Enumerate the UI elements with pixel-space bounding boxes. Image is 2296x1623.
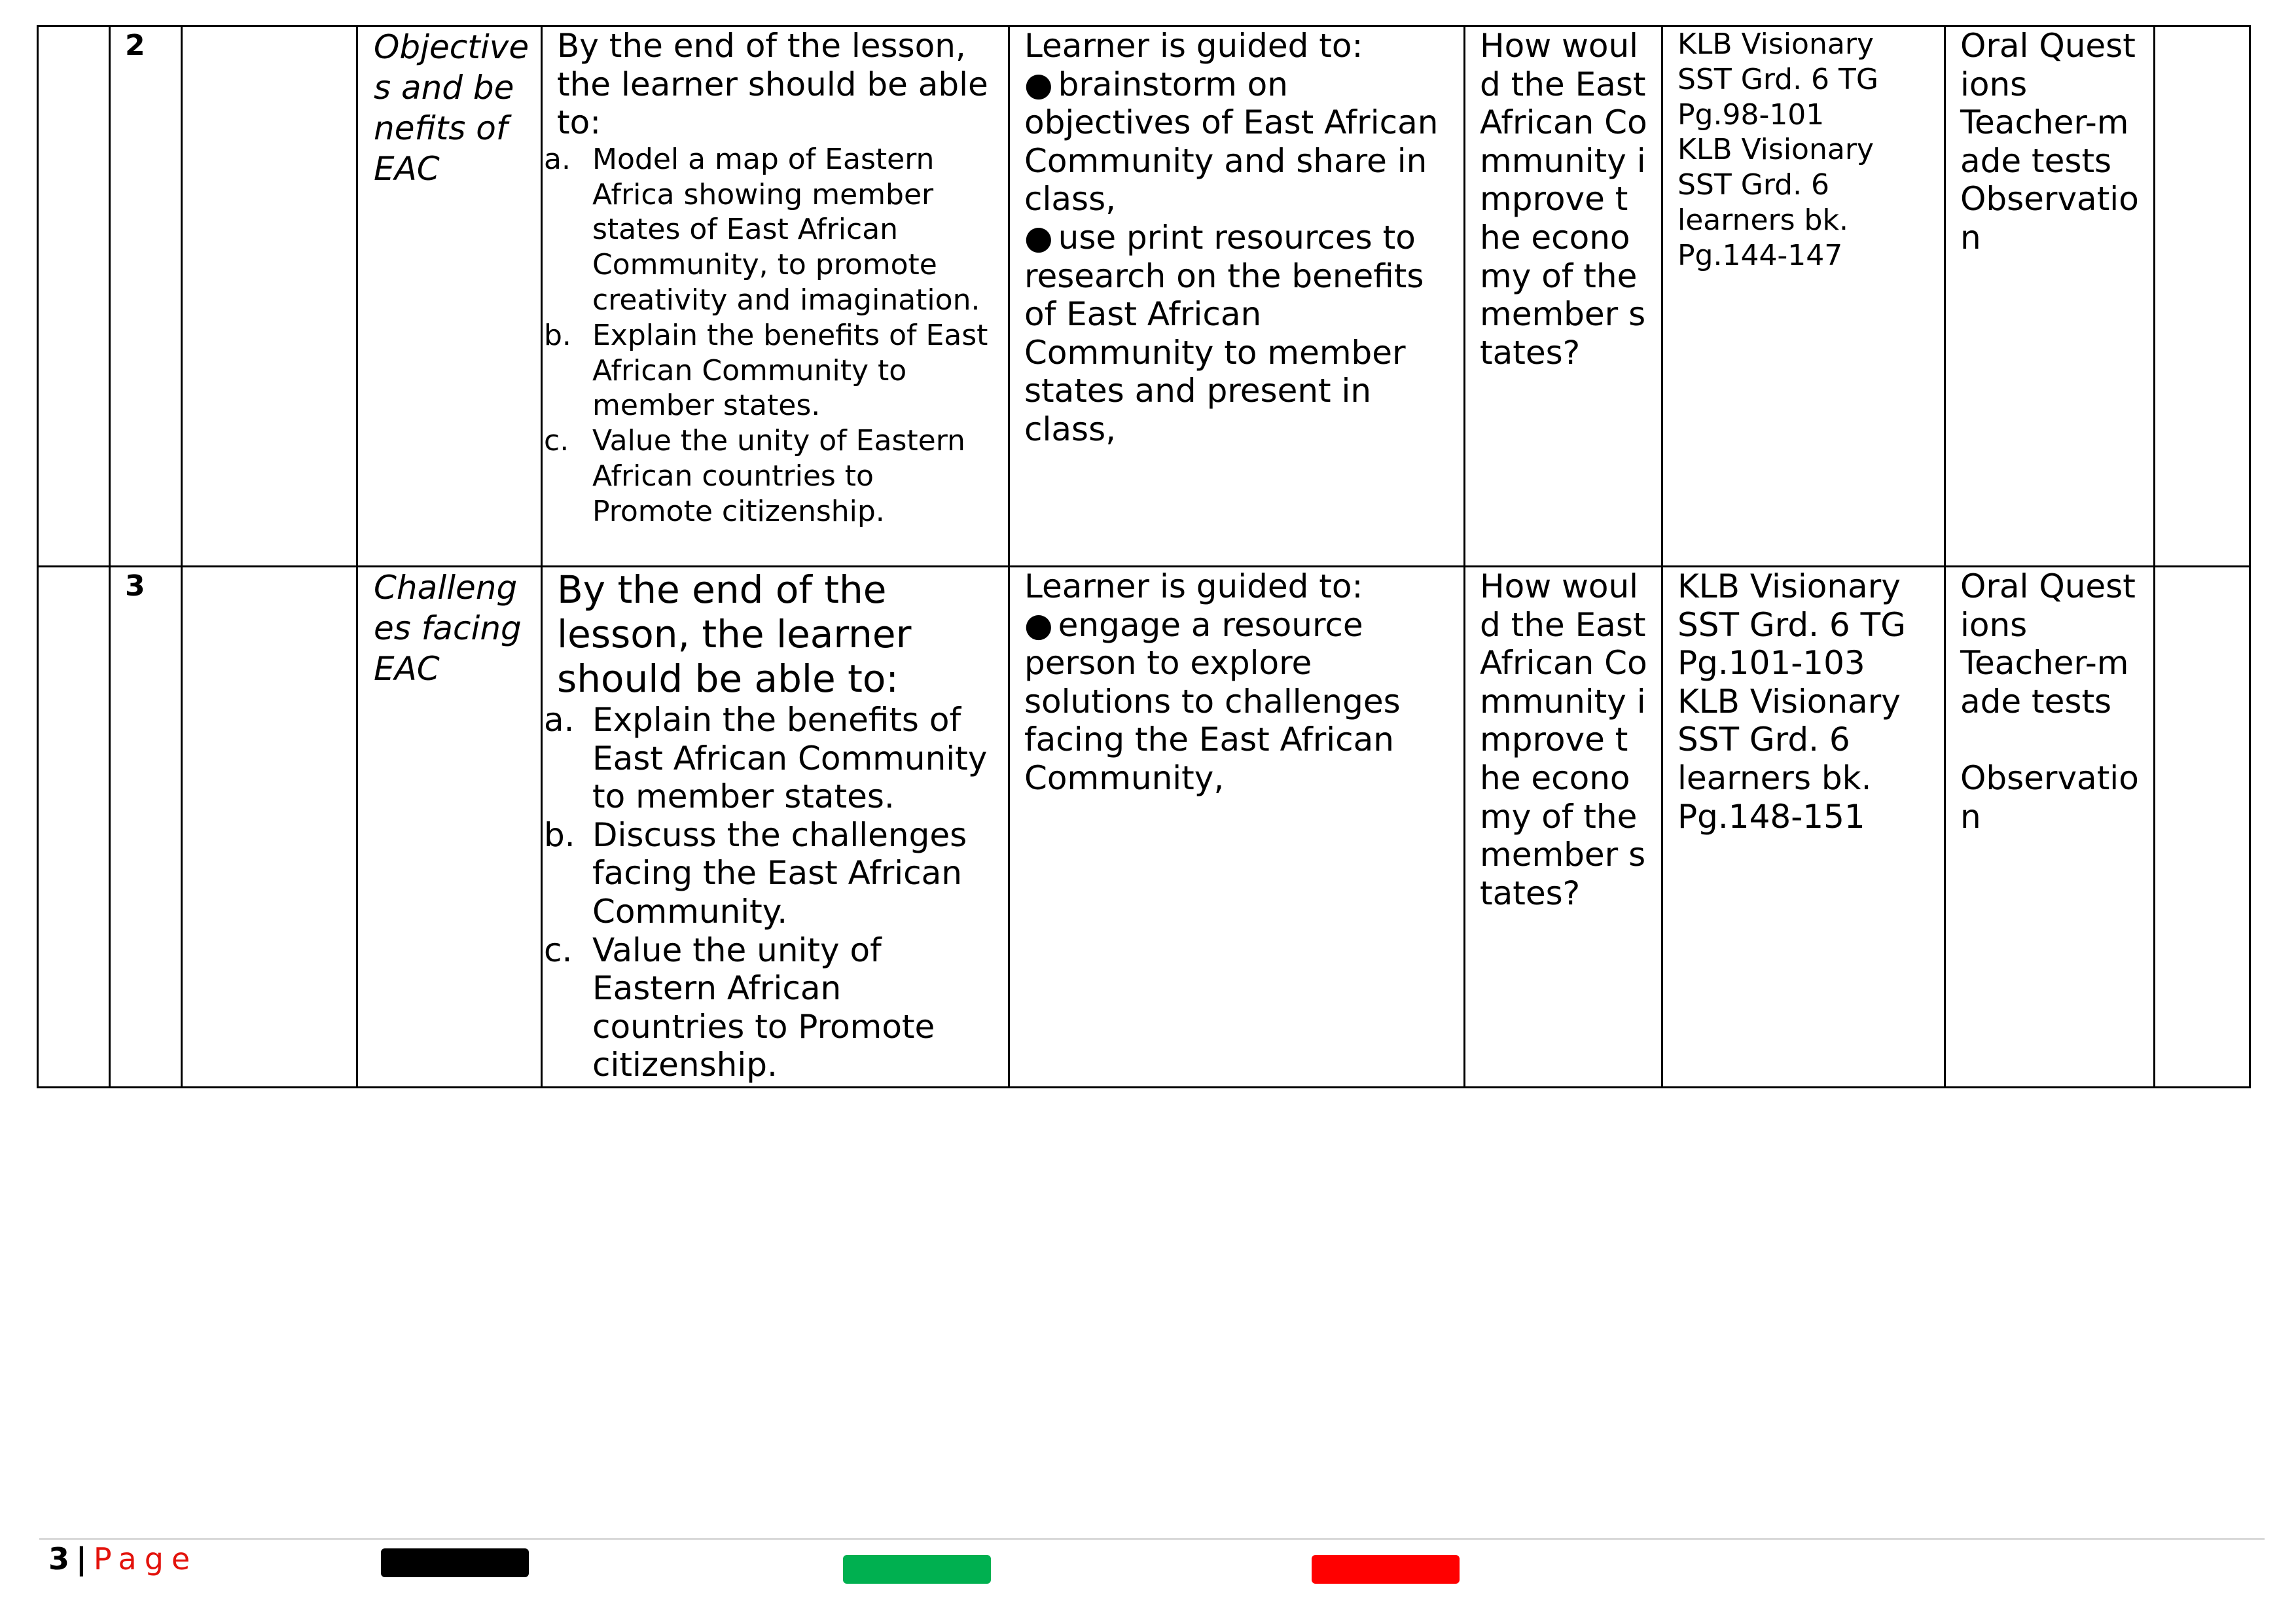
resource-item: KLB Visionary SST Grd. 6 TG Pg.101-103 <box>1677 567 1906 683</box>
scheme-of-work-table <box>37 25 2251 1088</box>
list-item <box>543 318 1008 423</box>
learning-experiences-cell <box>1009 567 1465 1088</box>
outcome-text: Value the unity of Eastern African countries to Promote citizenship. <box>592 424 965 528</box>
inquiry-question-cell <box>1465 567 1662 1088</box>
outcomes-intro: By the end of the lesson, the learner should be able to: <box>557 567 912 701</box>
outcomes-list <box>543 142 1008 529</box>
list-marker: b. <box>544 318 571 352</box>
inquiry-question: How would the East African Community improve the economy of the member states? <box>1480 567 1647 912</box>
lesson-number: 3 <box>125 569 145 603</box>
resource-item: KLB Visionary SST Grd. 6 TG Pg.98-101 <box>1677 27 1878 132</box>
sub-strand-cell <box>357 567 542 1088</box>
page-label: Page <box>93 1541 198 1577</box>
assessment-item: Teacher-made tests <box>1960 644 2129 721</box>
resource-item: KLB Visionary SST Grd. 6 learners bk. Pg.148-151 <box>1677 682 1901 836</box>
experience-item: ● brainstorm on objectives of East African Community and share in class, <box>1024 65 1450 219</box>
resources-cell <box>1662 26 1945 567</box>
lesson-cell <box>110 26 182 567</box>
list-marker: a. <box>544 701 575 739</box>
assessment-cell <box>1945 567 2155 1088</box>
inquiry-question: How would the East African Community improve the economy of the member states? <box>1480 27 1647 372</box>
outcome-text: Discuss the challenges facing the East African Community. <box>592 815 967 931</box>
assessment-item: Observation <box>1960 758 2139 836</box>
outcome-text: Explain the benefits of East African Community to member states. <box>592 701 988 816</box>
table-row <box>38 567 2250 1088</box>
flag-bar-black <box>381 1548 529 1577</box>
resource-item: KLB Visionary SST Grd. 6 learners bk. Pg.144-147 <box>1677 133 1874 272</box>
lesson-cell <box>110 567 182 1088</box>
assessment-item: Oral Questions <box>1960 27 2136 103</box>
list-item <box>543 931 1008 1084</box>
list-item <box>543 423 1008 529</box>
list-item <box>543 701 1008 816</box>
week-cell <box>38 567 110 1088</box>
outcome-text: Explain the benefits of East African Community to member states. <box>592 318 988 423</box>
list-marker: a. <box>544 142 571 176</box>
list-item <box>543 816 1008 931</box>
list-marker: b. <box>544 815 575 854</box>
strand-cell <box>182 567 357 1088</box>
experience-item: ● engage a resource person to explore solutions to challenges facing the East African Community, <box>1024 606 1450 798</box>
strand-cell <box>182 26 357 567</box>
list-marker: c. <box>544 424 569 458</box>
page-footer <box>48 1539 198 1578</box>
resources-cell <box>1662 567 1945 1088</box>
experience-item: ● use print resources to research on the benefits of East African Community to member states and present in class, <box>1024 219 1450 449</box>
table-row <box>38 26 2250 567</box>
assessment-item: Observation <box>1960 180 2139 257</box>
assessment-item: Teacher-made tests <box>1960 103 2129 180</box>
assessment-item: Oral Questions <box>1960 567 2136 644</box>
learning-outcomes-cell <box>542 567 1009 1088</box>
flag-bar-green <box>843 1555 991 1584</box>
inquiry-question-cell <box>1465 26 1662 567</box>
sub-strand-topic: Challenges facing EAC <box>374 569 522 688</box>
outcome-text: Model a map of Eastern Africa showing member states of East African Community, to promote creativity and imagination. <box>592 142 980 317</box>
learning-outcomes-cell <box>542 26 1009 567</box>
sub-strand-topic: Objectives and benefits of EAC <box>374 28 529 188</box>
remarks-cell <box>2155 567 2250 1088</box>
footer-separator: | <box>76 1541 87 1577</box>
outcome-text: Value the unity of Eastern African countries to Promote citizenship. <box>592 931 935 1084</box>
assessment-cell <box>1945 26 2155 567</box>
footer-divider <box>39 1538 2265 1540</box>
lesson-number: 2 <box>125 29 145 62</box>
sub-strand-cell <box>357 26 542 567</box>
experiences-intro: Learner is guided to: <box>1024 567 1363 605</box>
learning-experiences-cell <box>1009 26 1465 567</box>
outcomes-list <box>543 701 1008 1084</box>
outcomes-intro: By the end of the lesson, the learner should be able to: <box>557 27 988 142</box>
list-marker: c. <box>544 931 573 969</box>
page-number: 3 <box>48 1541 70 1577</box>
remarks-cell <box>2155 26 2250 567</box>
flag-bar-red <box>1312 1555 1460 1584</box>
week-cell <box>38 26 110 567</box>
experiences-intro: Learner is guided to: <box>1024 27 1363 65</box>
assessment-item <box>1960 721 2140 759</box>
list-item <box>543 142 1008 318</box>
